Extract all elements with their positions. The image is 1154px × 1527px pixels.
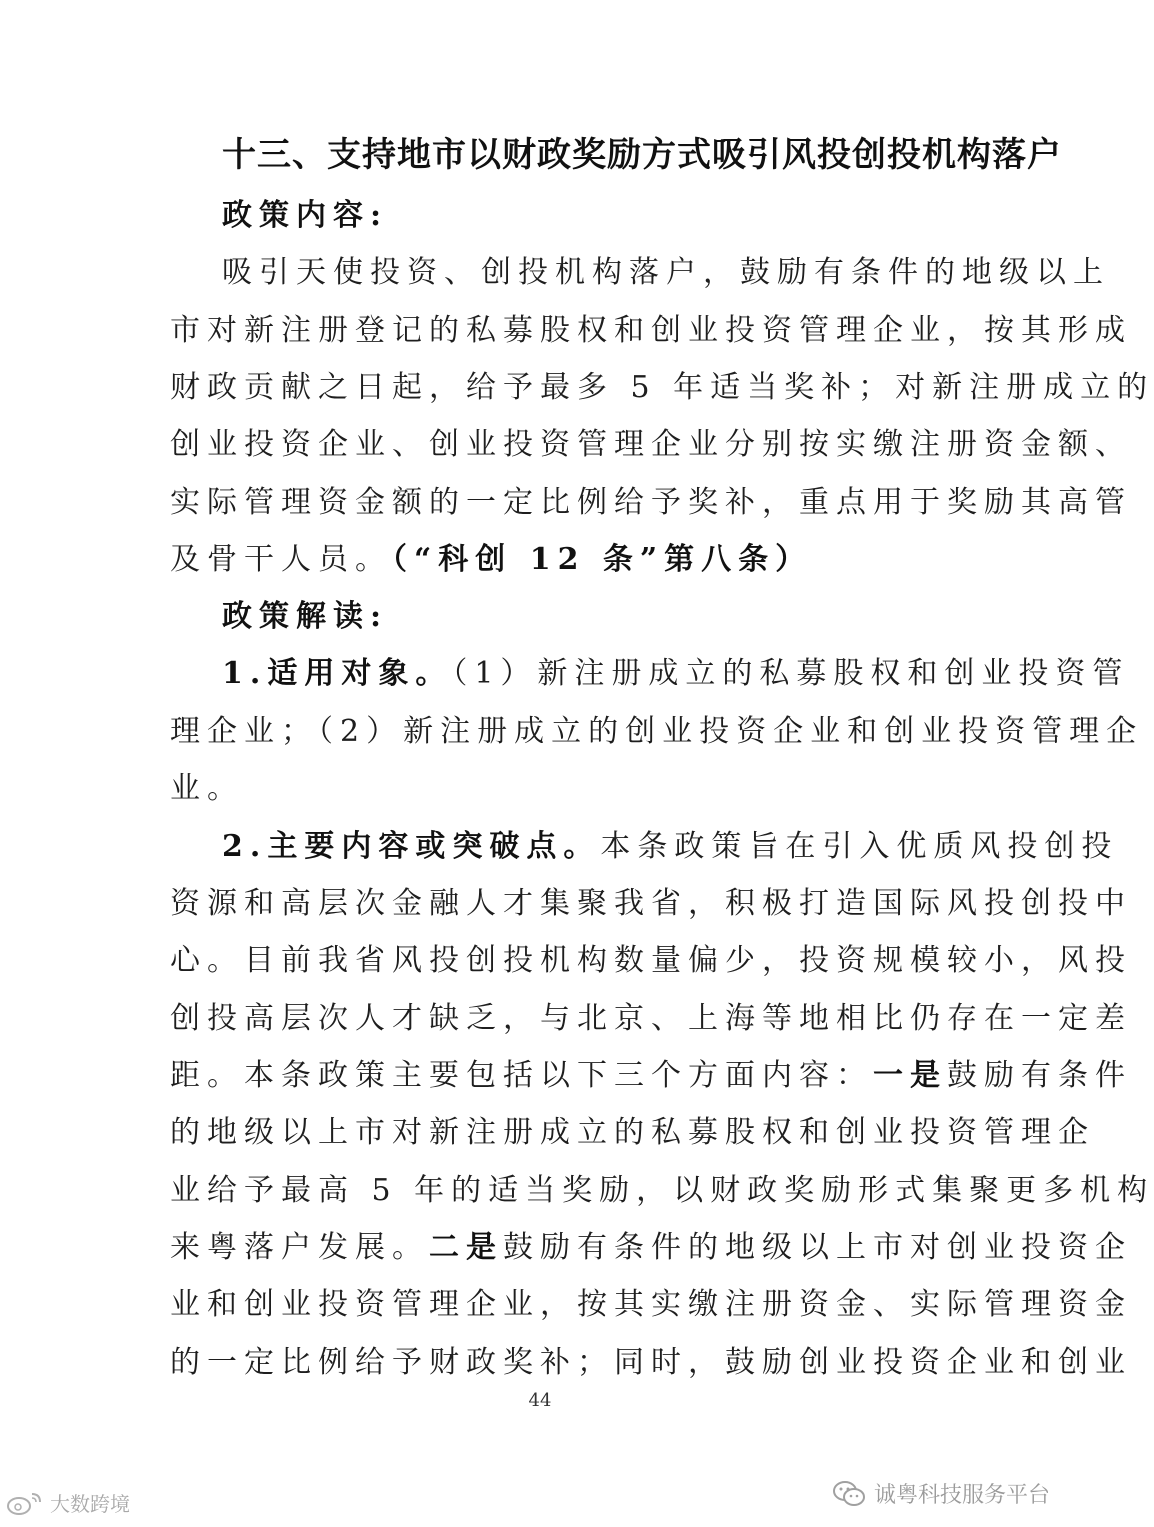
policy-interpretation-heading: 政策解读:	[222, 599, 389, 634]
watermark-right	[832, 1478, 1050, 1509]
page-number: 44	[528, 1390, 552, 1411]
item2-label: 2.主要内容或突破点。	[222, 829, 601, 864]
content-line-last	[170, 534, 812, 578]
item2-text: 本条政策旨在引入优质风投创投	[600, 829, 1119, 864]
content-line: 创业投资企业、创业投资管理企业分别按实缴注册资金额、	[170, 427, 1132, 462]
item2-line: 创投高层次人才缺乏，与北京、上海等地相比仍存在一定差	[170, 1001, 1132, 1036]
item2-line: 心。目前我省风投创投机构数量偏少，投资规模较小，风投	[170, 943, 1132, 978]
item2-first-line	[222, 821, 1118, 865]
weibo-icon	[6, 1490, 46, 1516]
item2-text: 鼓励有条件的地级以上市对创业投资企	[503, 1230, 1132, 1265]
item1-text: （1）新注册成立的私募股权和创业投资管	[452, 656, 1130, 691]
item2-line: 的一定比例给予财政奖补；同时，鼓励创业投资企业和创业	[170, 1345, 1132, 1380]
content-line: 市对新注册登记的私募股权和创业投资管理企业，按其形成	[170, 313, 1132, 348]
item1-label: 1.适用对象。	[222, 656, 453, 691]
item2-text: 鼓励有条件	[947, 1058, 1132, 1093]
content-line-text: 及骨干人员。	[170, 542, 392, 577]
content-line: 财政贡献之日起，给予最多 5 年适当奖补；对新注册成立的	[170, 370, 1154, 405]
item2-emphasis: 二是	[429, 1230, 503, 1265]
item1-first-line	[222, 648, 1129, 692]
item2-line: 资源和高层次金融人才集聚我省，积极打造国际风投创投中	[170, 886, 1132, 921]
item2-line	[170, 1222, 1132, 1266]
item2-text: 来粤落户发展。	[170, 1230, 429, 1265]
policy-citation: （“科创 12 条”第八条）	[392, 542, 813, 577]
item2-text: 距。本条政策主要包括以下三个方面内容：	[170, 1058, 873, 1093]
page-title: 十三、支持地市以财政奖励方式吸引风投创投机构落户	[222, 135, 1062, 175]
watermark-right-text: 诚粤科技服务平台	[873, 1483, 1050, 1508]
policy-content-heading: 政策内容:	[222, 198, 389, 233]
wechat-icon	[832, 1480, 866, 1508]
item2-line: 业给予最高 5 年的适当奖励，以财政奖励形式集聚更多机构	[170, 1173, 1154, 1208]
item2-line: 业和创业投资管理企业，按其实缴注册资金、实际管理资金	[170, 1287, 1132, 1322]
content-line: 实际管理资金额的一定比例给予奖补，重点用于奖励其高管	[170, 485, 1132, 520]
item2-line: 的地级以上市对新注册成立的私募股权和创业投资管理企	[170, 1115, 1095, 1150]
item2-emphasis: 一是	[873, 1058, 947, 1093]
watermark-left-text: 大数跨境	[50, 1492, 130, 1516]
item1-line: 业。	[170, 771, 244, 806]
watermark-left	[6, 1488, 130, 1517]
item1-line: 理企业；（2）新注册成立的创业投资企业和创业投资管理企	[170, 714, 1144, 749]
content-line: 吸引天使投资、创投机构落户，鼓励有条件的地级以上	[222, 255, 1110, 290]
item2-line	[170, 1050, 1132, 1094]
